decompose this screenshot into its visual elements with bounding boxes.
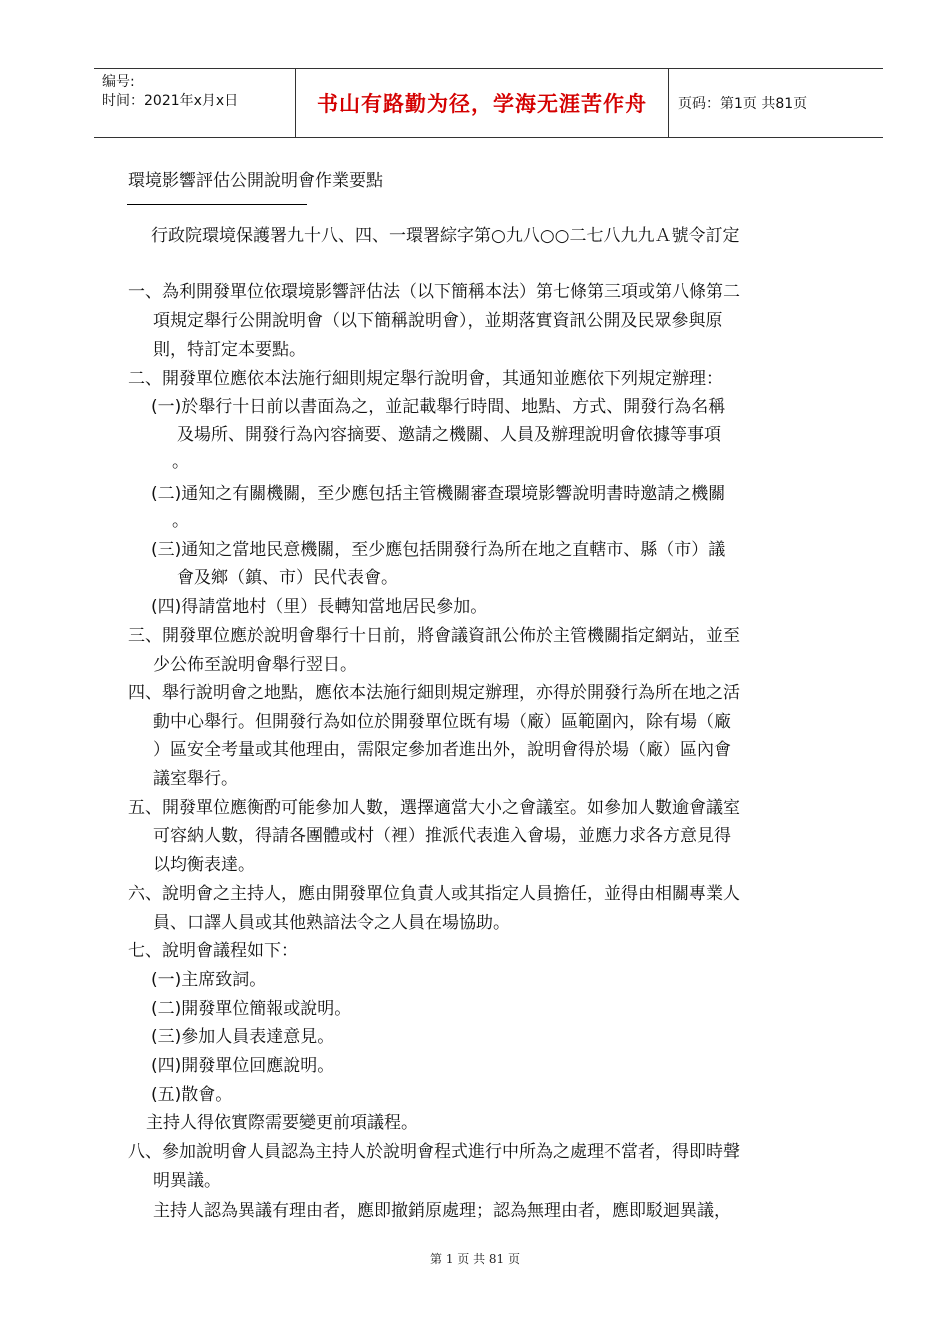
text-line: (四)開發單位回應說明。 xyxy=(151,1056,335,1076)
text-line: 主持人認為異議有理由者，應即撤銷原處理；認為無理由者，應即駁迴異議， xyxy=(153,1201,731,1221)
text-line: (一)於舉行十日前以書面為之，並記載舉行時間、地點、方式、開發行為名稱 xyxy=(151,397,726,417)
text-line: 三、開發單位應於說明會舉行十日前，將會議資訊公佈於主管機關指定網站，並至 xyxy=(128,626,740,646)
text-line: 可容納人數，得請各團體或村（裡）推派代表進入會場，並應力求各方意見得 xyxy=(153,826,731,846)
header-divider xyxy=(668,69,669,137)
text-line: 七、說明會議程如下： xyxy=(128,941,298,961)
header-meta xyxy=(102,73,238,111)
text-line: (五)散會。 xyxy=(151,1085,233,1105)
text-line: 四、舉行說明會之地點，應依本法施行細則規定辦理，亦得於開發行為所在地之活 xyxy=(128,683,740,703)
text-line: 員、口譯人員或其他熟諳法令之人員在場協助。 xyxy=(153,913,510,933)
text-line: 八、參加說明會人員認為主持人於說明會程式進行中所為之處理不當者，得即時聲 xyxy=(128,1142,740,1162)
header-number-label: 编号: xyxy=(102,74,135,90)
title-underline xyxy=(127,204,307,205)
text-line: (一)主席致詞。 xyxy=(151,970,267,990)
text-line: 五、開發單位應衡酌可能參加人數，選擇適當大小之會議室。如參加人數逾會議室 xyxy=(128,798,740,818)
document-title: 環境影響評估公開說明會作業要點 xyxy=(128,171,383,191)
text-line: ）區安全考量或其他理由，需限定參加者進出外，說明會得於場（廠）區內會 xyxy=(153,740,731,760)
text-line: 項規定舉行公開說明會（以下簡稱說明會），並期落實資訊公開及民眾參與原 xyxy=(153,311,723,331)
text-line: (二)開發單位簡報或說明。 xyxy=(151,999,352,1019)
text-line: 二、開發單位應依本法施行細則規定舉行說明會，其通知並應依下列規定辦理： xyxy=(128,369,723,389)
text-line: (三)通知之當地民意機關，至少應包括開發行為所在地之直轄市、縣（市）議 xyxy=(151,540,726,560)
decree-line: 行政院環境保護署九十八、四、一環署綜字第○九八○○二七八九九Ａ號令訂定 xyxy=(151,226,740,246)
text-line: 主持人得依實際需要變更前項議程。 xyxy=(146,1113,418,1133)
header-motto: 书山有路勤为径，学海无涯苦作舟 xyxy=(317,92,647,116)
text-line: 一、為利開發單位依環境影響評估法（以下簡稱本法）第七條第三項或第八條第二 xyxy=(128,282,740,302)
page-header xyxy=(94,68,883,138)
text-line: 。 xyxy=(172,511,189,531)
text-line: 少公佈至說明會舉行翌日。 xyxy=(153,655,357,675)
text-line: 動中心舉行。但開發行為如位於開發單位既有場（廠）區範圍內，除有場（廠 xyxy=(153,712,731,732)
page-footer: 第 1 页 共 81 页 xyxy=(430,1252,520,1266)
text-line: (二)通知之有關機關，至少應包括主管機關審查環境影響說明書時邀請之機關 xyxy=(151,484,726,504)
text-line: 會及鄉（鎮、市）民代表會。 xyxy=(177,568,398,588)
text-line: 。 xyxy=(172,452,189,472)
header-time-label: 时间：2021年x月x日 xyxy=(102,93,239,109)
text-line: (三)參加人員表達意見。 xyxy=(151,1027,335,1047)
text-line: 六、說明會之主持人，應由開發單位負責人或其指定人員擔任，並得由相關專業人 xyxy=(128,884,740,904)
text-line: 及場所、開發行為內容摘要、邀請之機關、人員及辦理說明會依據等事項 xyxy=(177,425,721,445)
text-line: 明異議。 xyxy=(153,1171,221,1191)
header-page-label: 页码：第1页 共81页 xyxy=(678,96,808,112)
text-line: 議室舉行。 xyxy=(153,769,238,789)
text-line: 以均衡表達。 xyxy=(153,855,255,875)
text-line: 則，特訂定本要點。 xyxy=(153,340,306,360)
text-line: (四)得請當地村（里）長轉知當地居民參加。 xyxy=(151,597,488,617)
